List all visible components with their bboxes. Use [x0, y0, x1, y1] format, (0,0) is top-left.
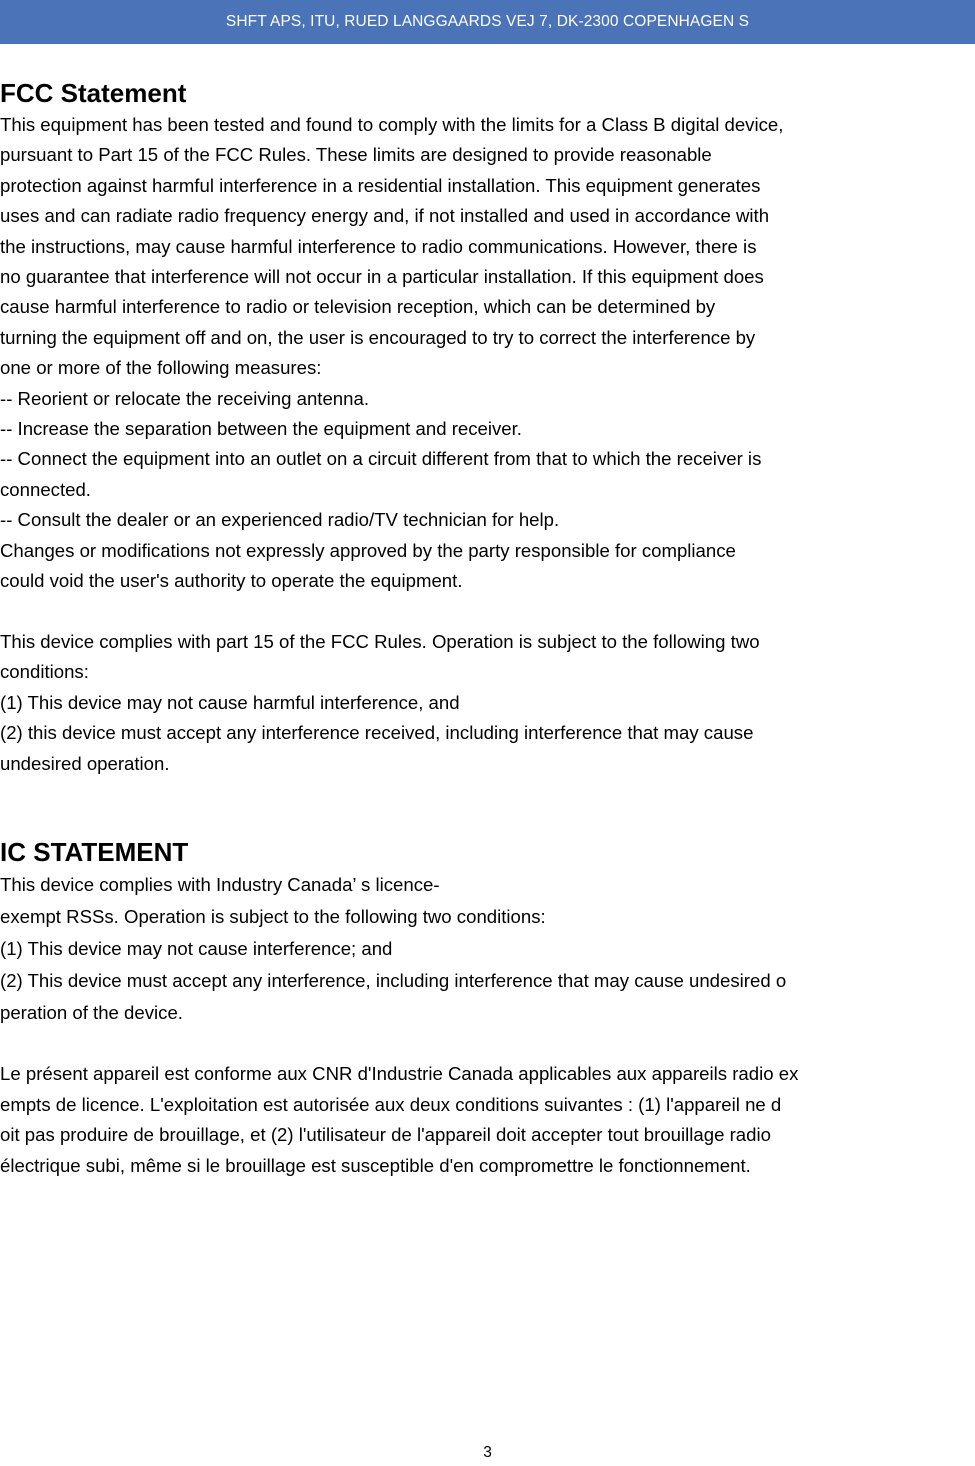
ic-paragraph-2	[0, 1059, 970, 1181]
text-line: Changes or modifications not expressly approved by the party responsible for compliance	[0, 539, 736, 561]
text-line: could void the user's authority to operate the equipment.	[0, 570, 463, 592]
header-bar	[0, 0, 975, 44]
text-line: turning the equipment off and on, the user is encouraged to try to correct the interference by	[0, 326, 756, 348]
text-line: peration of the device.	[0, 1001, 183, 1023]
text-line: empts de licence. L'exploitation est autorisée aux deux conditions suivantes : (1) l'appareil ne d	[0, 1093, 782, 1115]
text-line: connected.	[0, 478, 91, 500]
text-line: -- Increase the separation between the equipment and receiver.	[0, 418, 522, 440]
text-line: no guarantee that interference will not occur in a particular installation. If this equipment does	[0, 266, 764, 288]
text-line: oit pas produire de brouillage, et (2) l'utilisateur de l'appareil doit accepter tout brouillage radio	[0, 1124, 771, 1146]
text-line: undesired operation.	[0, 752, 170, 774]
fcc-paragraph-2	[0, 627, 970, 779]
text-line: one or more of the following measures:	[0, 357, 322, 379]
text-line: (2) this device must accept any interference received, including interference that may cause	[0, 722, 754, 744]
text-line: -- Connect the equipment into an outlet on a circuit different from that to which the receiver is	[0, 448, 762, 470]
text-line: protection against harmful interference in a residential installation. This equipment generates	[0, 174, 761, 196]
text-line: Le présent appareil est conforme aux CNR d'Industrie Canada applicables aux appareils radio ex	[0, 1063, 799, 1085]
text-line: This device complies with Industry Canada’ s licence-	[0, 873, 440, 895]
text-line: (1) This device may not cause interference; and	[0, 937, 393, 959]
text-line: exempt RSSs. Operation is subject to the following two conditions:	[0, 905, 546, 927]
text-line: the instructions, may cause harmful interference to radio communications. However, there is	[0, 235, 757, 257]
text-line: -- Reorient or relocate the receiving antenna.	[0, 387, 369, 409]
header-address: SHFT APS, ITU, RUED LANGGAARDS VEJ 7, DK-2300 COPENHAGEN S	[225, 13, 750, 30]
fcc-statement-title: FCC Statement	[0, 78, 187, 108]
text-line: pursuant to Part 15 of the FCC Rules. These limits are designed to provide reasonable	[0, 144, 712, 166]
text-line: conditions:	[0, 661, 89, 683]
text-line: cause harmful interference to radio or television reception, which can be determined by	[0, 296, 716, 318]
text-line: This equipment has been tested and found to comply with the limits for a Class B digital device,	[0, 114, 784, 135]
document-body	[0, 76, 970, 1181]
ic-statement-title: IC STATEMENT	[0, 836, 189, 867]
page-number: 3	[483, 1444, 492, 1461]
text-line: électrique subi, même si le brouillage est susceptible d'en compromettre le fonctionnement.	[0, 1154, 751, 1176]
text-line: (2) This device must accept any interference, including interference that may cause undesired o	[0, 969, 787, 991]
ic-paragraph-1	[0, 869, 970, 1029]
text-line: (1) This device may not cause harmful interference, and	[0, 691, 460, 713]
fcc-paragraph-1	[0, 110, 970, 597]
text-line: This device complies with part 15 of the FCC Rules. Operation is subject to the following two	[0, 630, 760, 652]
text-line: uses and can radiate radio frequency energy and, if not installed and used in accordance with	[0, 205, 770, 227]
text-line: -- Consult the dealer or an experienced radio/TV technician for help.	[0, 509, 560, 531]
